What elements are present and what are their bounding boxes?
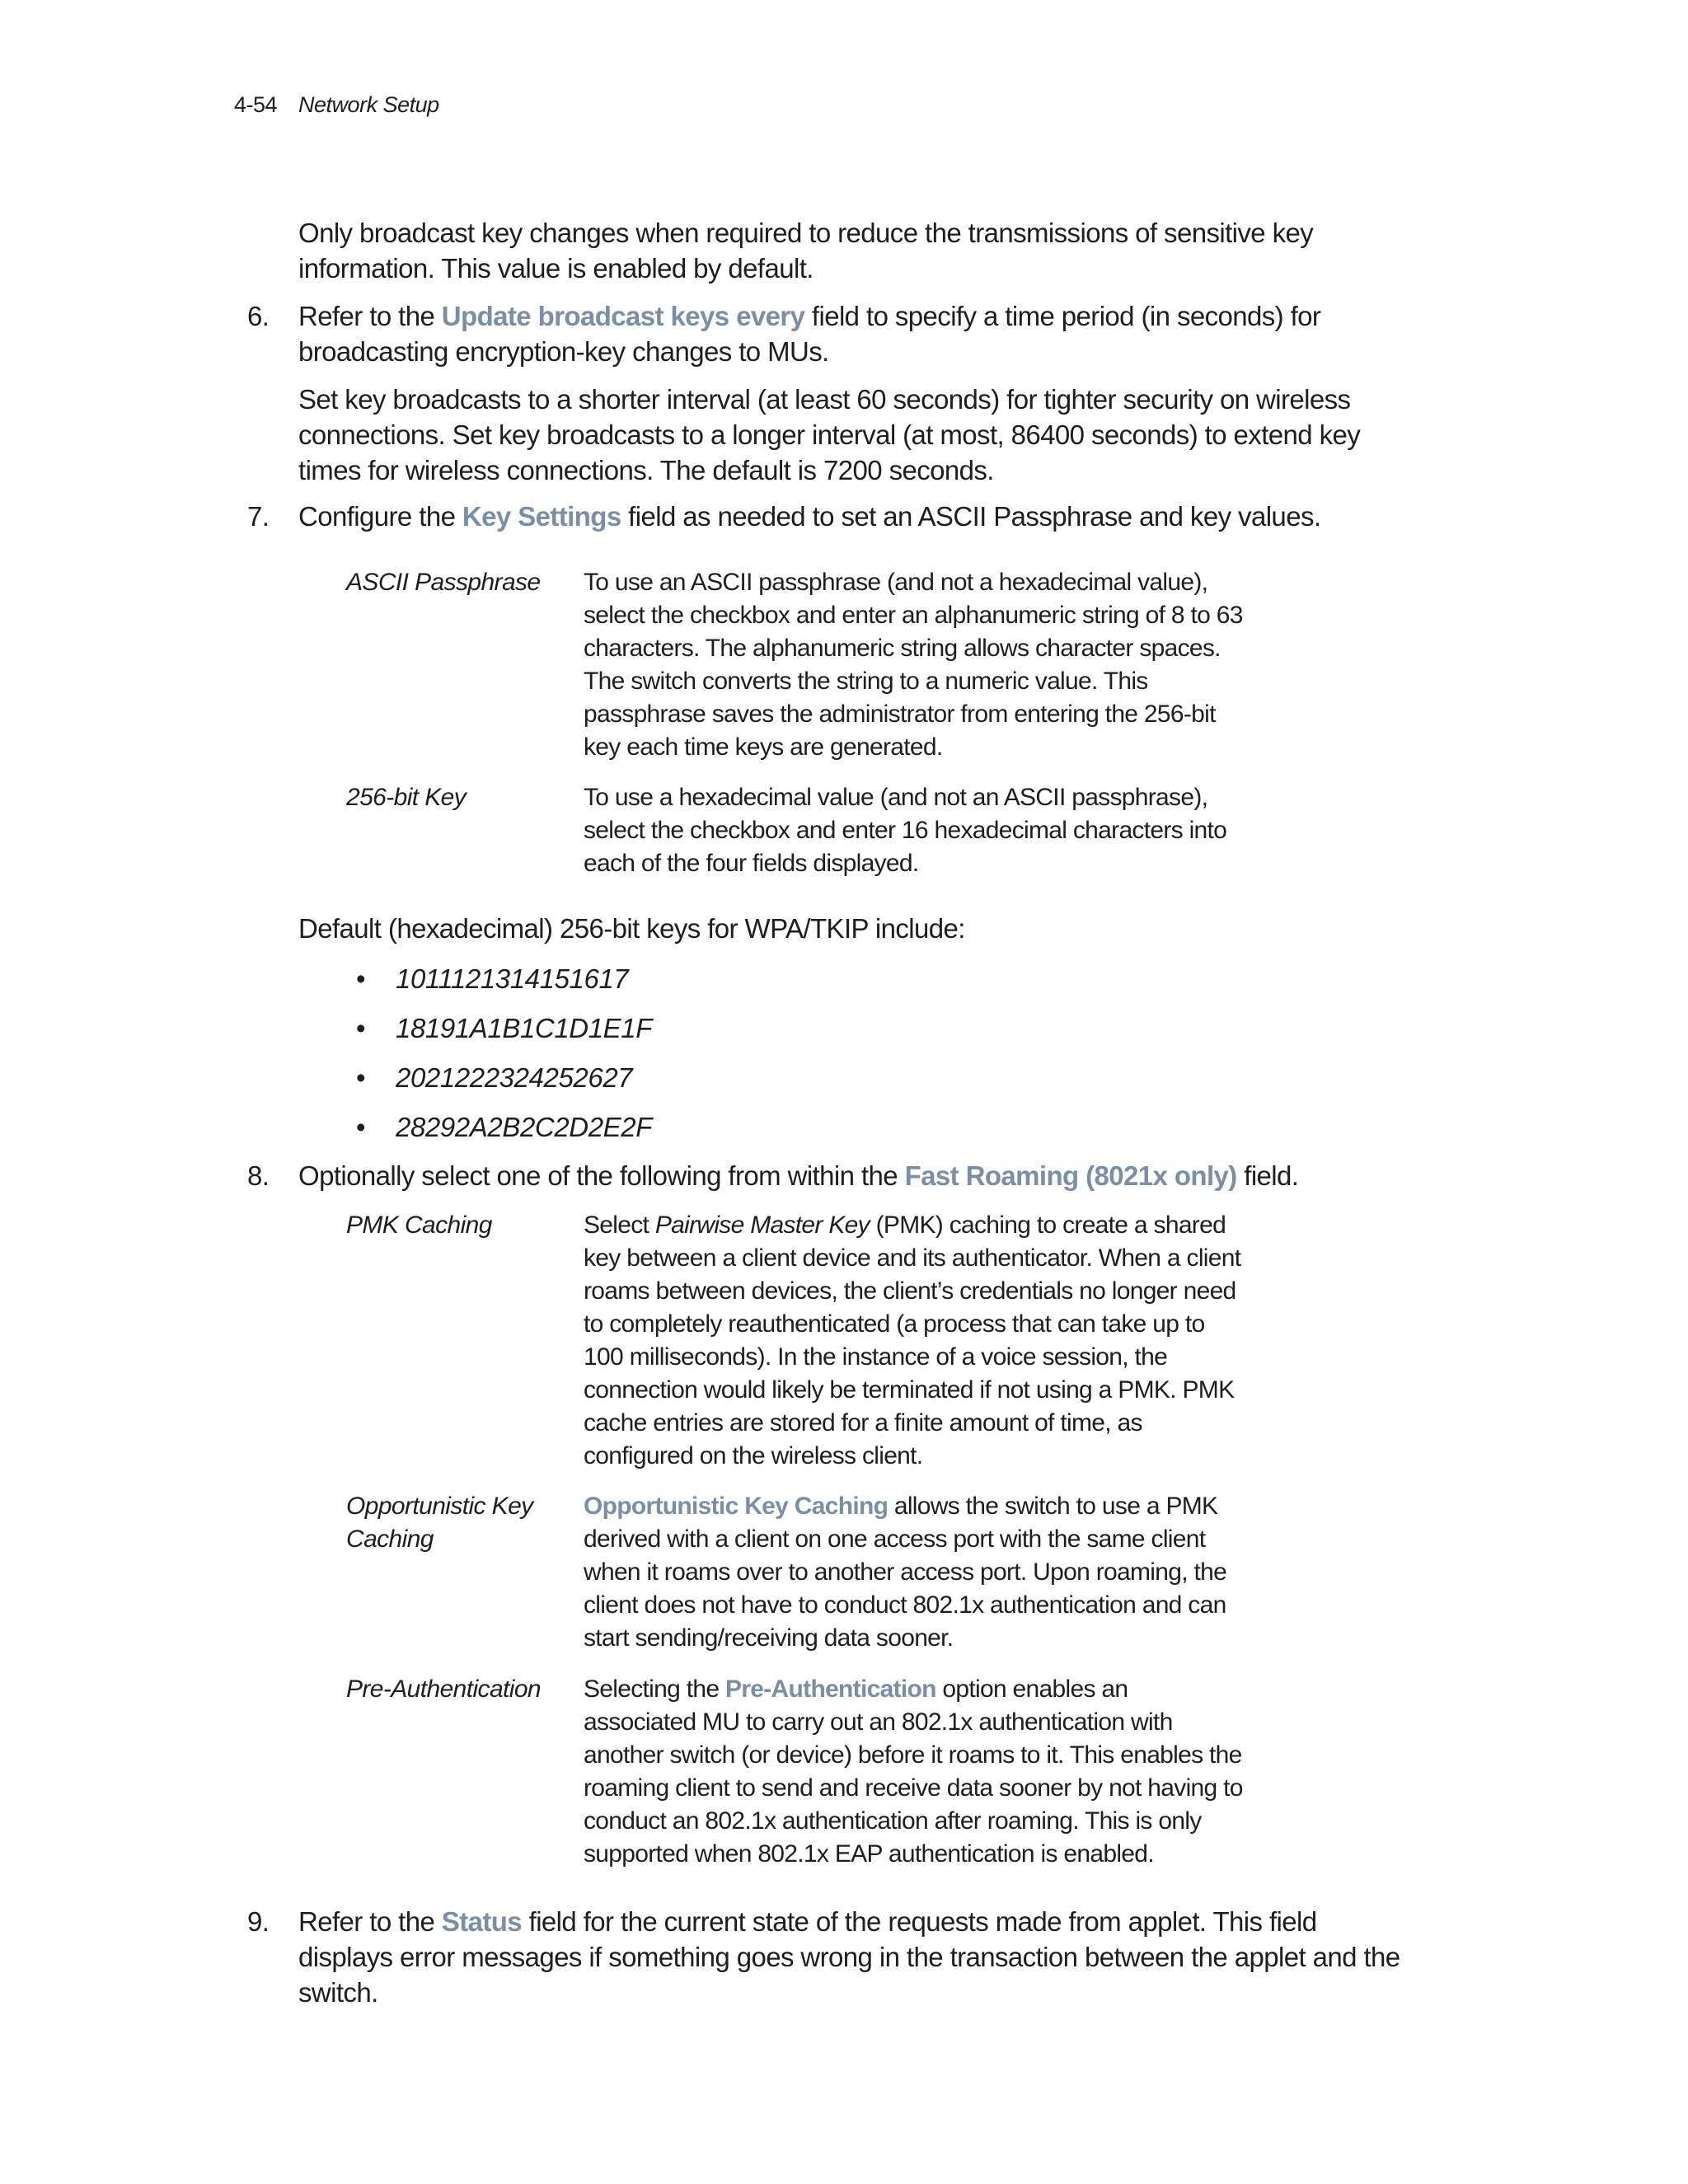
bullet-icon: •	[356, 1013, 366, 1043]
bullet-icon: •	[356, 1112, 366, 1142]
desc-emphasis: Pairwise Master Key	[654, 1212, 870, 1239]
desc-pre: Select	[584, 1212, 655, 1239]
field-name-key-settings: Key Settings	[462, 501, 621, 532]
step-text	[298, 499, 1403, 534]
definition-term: Opportunistic Key Caching	[346, 1493, 533, 1553]
step-number: 7.	[247, 501, 270, 532]
step-text-post: field for the current state of the requests made from applet. This field displays error messages if something goes wrong in the transaction between the applet and the switch.	[298, 1906, 1400, 2008]
definition-desc	[584, 1209, 1243, 1473]
step-text-post: field as needed to set an ASCII Passphrase and key values.	[621, 501, 1321, 532]
desc-post: (PMK) caching to create a shared key between a client device and its authenticator. When a client roams between devices, the client’s credentials no longer need to completely reauthenticated (a process that can take up to 100 milliseconds). In the instance of a voice session, the connection would likely be terminated if not using a PMK. PMK cache entries are stored for a finite amount of time, as configured on the wireless client.	[584, 1212, 1241, 1469]
step-text-pre: Refer to the	[298, 1906, 442, 1937]
step-9	[247, 1904, 1403, 2010]
desc-post: option enables an associated MU to carry out an 802.1x authentication with another switch (or device) before it roams to it. This enables the roaming client to send and receive data sooner by not having to conduct an 802.1x authentication after roaming. This is only supported when 802.1x EAP authentication is enabled.	[584, 1675, 1243, 1868]
definition-term: PMK Caching	[346, 1212, 492, 1239]
step-8	[247, 1158, 1403, 1193]
step-number: 9.	[247, 1906, 270, 1937]
section-title: Network Setup	[298, 92, 439, 117]
step-number: 8.	[247, 1160, 270, 1191]
step-text	[298, 1904, 1403, 2010]
definition-term: 256-bit Key	[346, 784, 467, 811]
step-6	[247, 298, 1403, 369]
definition-term: Pre-Authentication	[346, 1675, 542, 1703]
field-name-pre-authentication: Pre-Authentication	[725, 1675, 936, 1703]
key-value: 28292A2B2C2D2E2F	[396, 1112, 652, 1142]
field-name-opportunistic-key-caching: Opportunistic Key Caching	[584, 1493, 889, 1520]
field-name-update-broadcast-keys: Update broadcast keys every	[441, 301, 805, 331]
definition-desc	[584, 1490, 1243, 1655]
step-text-pre: Refer to the	[298, 301, 442, 331]
step-text	[298, 298, 1403, 369]
page-header	[234, 92, 439, 118]
intro-paragraph: Only broadcast key changes when required to reduce the transmissions of sensitive key information. This value is enabled by default.	[298, 218, 1314, 284]
key-value: 18191A1B1C1D1E1F	[396, 1013, 652, 1043]
step-number: 6.	[247, 301, 270, 331]
step-text-pre: Optionally select one of the following from within the	[298, 1160, 905, 1191]
field-name-status: Status	[441, 1906, 523, 1937]
defaults-intro: Default (hexadecimal) 256-bit keys for WPA/TKIP include:	[298, 913, 965, 944]
list-item	[346, 1103, 652, 1152]
definition-term: ASCII Passphrase	[346, 569, 541, 596]
definition-desc: To use a hexadecimal value (and not an ASCII passphrase), select the checkbox and enter 16 hexadecimal characters into each of the four fields displayed.	[584, 784, 1227, 877]
step-text-post: field to specify a time period (in seconds) for broadcasting encryption-key changes to MUs.	[298, 301, 1321, 367]
desc-pre: Selecting the	[584, 1675, 725, 1703]
step-text-pre: Configure the	[298, 501, 462, 532]
list-item	[346, 1004, 652, 1053]
list-item	[346, 954, 652, 1004]
definition-desc	[584, 1673, 1243, 1871]
default-keys-list	[346, 954, 652, 1152]
desc-post: allows the switch to use a PMK derived with a client on one access port with the same client when it roams over to another access port. Upon roaming, the client does not have to conduct 802.1x authentication and can start sending/receiving data sooner.	[584, 1493, 1227, 1652]
step-7	[247, 499, 1403, 534]
bullet-icon: •	[356, 1062, 366, 1093]
key-value: 1011121314151617	[396, 963, 629, 994]
step-text-post: field.	[1236, 1160, 1299, 1191]
list-item	[346, 1053, 652, 1103]
step-text	[298, 1158, 1403, 1193]
step-6-note: Set key broadcasts to a shorter interval (at least 60 seconds) for tighter security on wireless connections. Set key broadcasts to a longer interval (at most, 86400 seconds) to extend key times for wireless connections. The default is 7200 seconds.	[298, 384, 1361, 485]
page-number: 4-54	[234, 92, 278, 117]
key-value: 2021222324252627	[396, 1062, 633, 1093]
definition-desc: To use an ASCII passphrase (and not a hexadecimal value), select the checkbox and enter an alphanumeric string of 8 to 63 characters. The alphanumeric string allows character spaces. The switch converts the string to a numeric value. This passphrase saves the administrator from entering the 256-bit key each time keys are generated.	[584, 569, 1243, 761]
field-name-fast-roaming: Fast Roaming (8021x only)	[904, 1160, 1237, 1191]
bullet-icon: •	[356, 963, 366, 994]
